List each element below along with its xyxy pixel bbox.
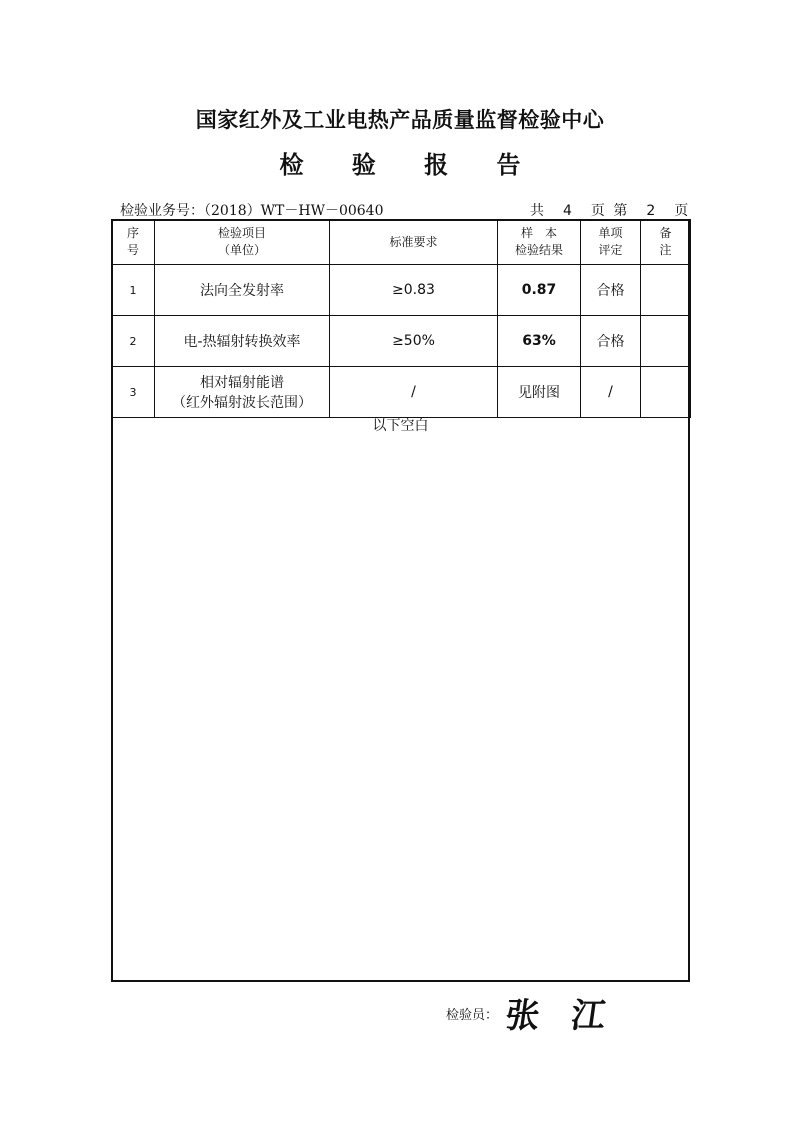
report-org-title: 国家红外及工业电热产品质量监督检验中心 bbox=[195, 108, 605, 132]
inspector-label: 检验员： bbox=[446, 1008, 499, 1023]
pages-total: 4 bbox=[562, 203, 572, 219]
row-remark bbox=[641, 367, 691, 418]
blank-below-note: 以下空白 bbox=[372, 418, 429, 434]
row-item: 法向全发射率 bbox=[155, 265, 330, 316]
row-seq: 3 bbox=[112, 367, 155, 418]
results-table bbox=[111, 219, 691, 418]
row-item: 相对辐射能谱 （红外辐射波长范围） bbox=[155, 367, 330, 418]
row-remark bbox=[641, 316, 691, 367]
pages-unit: 页 bbox=[590, 203, 605, 219]
header-remark: 备 注 bbox=[641, 220, 691, 265]
row-item: 电-热辐射转换效率 bbox=[155, 316, 330, 367]
row-result: 0.87 bbox=[498, 265, 581, 316]
row-seq: 1 bbox=[112, 265, 155, 316]
row-result: 见附图 bbox=[498, 367, 581, 418]
page-current: 2 bbox=[646, 203, 656, 219]
row-seq: 2 bbox=[112, 316, 155, 367]
row-standard: ≥0.83 bbox=[330, 265, 498, 316]
business-number-label: 检验业务号： bbox=[120, 203, 204, 219]
table-row bbox=[112, 367, 691, 418]
pages-total-label: 共 bbox=[530, 203, 544, 219]
row-judgement: 合格 bbox=[581, 316, 641, 367]
row-judgement: 合格 bbox=[581, 265, 641, 316]
row-result: 63% bbox=[498, 316, 581, 367]
row-standard: ≥50% bbox=[330, 316, 498, 367]
business-number-value: （2018）WT－HW－00640 bbox=[204, 203, 384, 219]
header-seq: 序 号 bbox=[112, 220, 155, 265]
inspector-signature: 张 江 bbox=[502, 996, 619, 1036]
report-title: 检 验 报 告 bbox=[279, 151, 541, 179]
page-current-unit: 页 bbox=[674, 203, 689, 219]
table-row bbox=[112, 265, 691, 316]
page-current-label: 第 bbox=[613, 203, 628, 219]
page-indicator bbox=[528, 200, 690, 220]
header-judgement: 单项 评定 bbox=[581, 220, 641, 265]
row-remark bbox=[641, 265, 691, 316]
row-standard: / bbox=[330, 367, 498, 418]
header-result: 样 本 检验结果 bbox=[498, 220, 581, 265]
row-judgement: / bbox=[581, 367, 641, 418]
table-header-row bbox=[112, 220, 691, 265]
header-item: 检验项目 （单位） bbox=[155, 220, 330, 265]
business-number bbox=[120, 200, 384, 220]
header-standard: 标准要求 bbox=[330, 220, 498, 265]
table-row bbox=[112, 316, 691, 367]
